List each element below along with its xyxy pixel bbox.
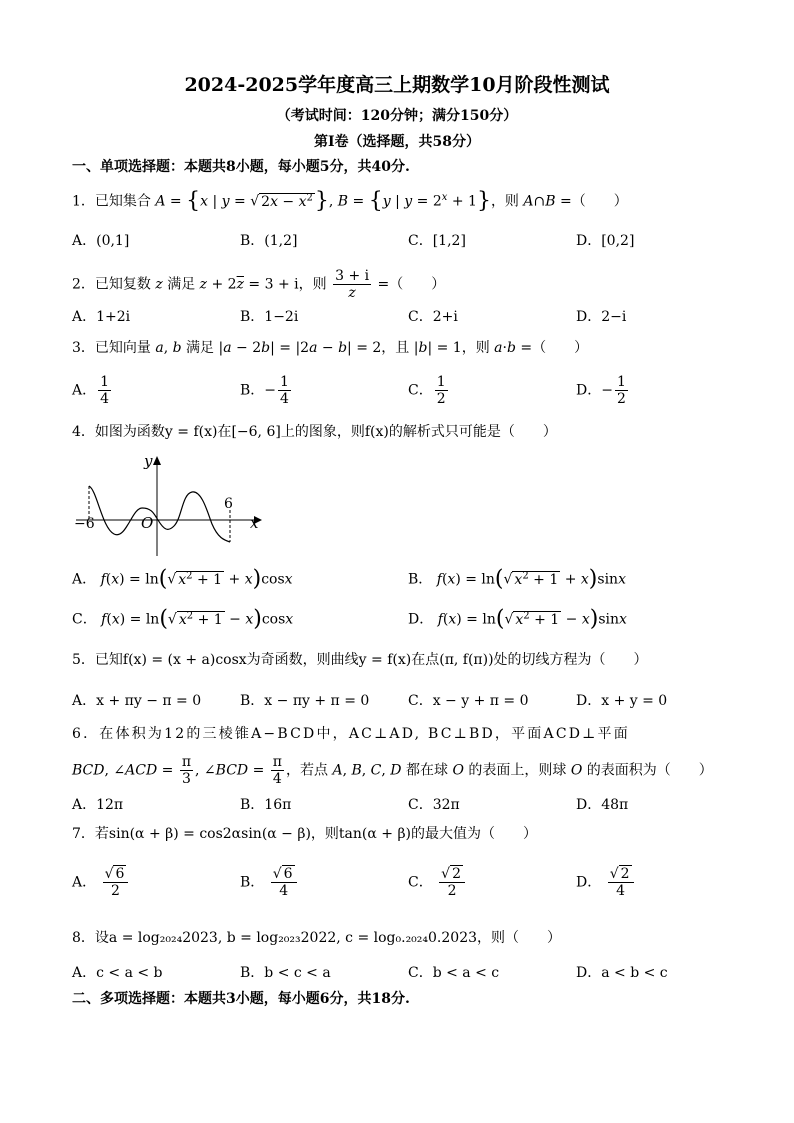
q3-option-d: D．− $\frac{1}{2}$ — [576, 374, 626, 407]
x-axis-label: x — [250, 514, 259, 532]
q8-option-a: A．c < a < b — [72, 965, 163, 981]
origin-label: O — [141, 514, 154, 532]
question-5: 5．已知f(x) = (x + a)cosx为奇函数，则曲线y = f(x)在点(π, f(π))处的切线方程为（ ） — [72, 652, 648, 668]
q4-option-c: C． f(x) = ln(√ $x^2 + 1 - x)\cos x$ — [72, 606, 294, 632]
q6-option-c: C．32π — [408, 797, 460, 813]
q4-option-d: D． f(x) = ln(√ $x^2 + 1 - x)\sin x$ — [408, 606, 627, 632]
q2-option-c: C．2+i — [408, 309, 458, 325]
y-axis-arrow — [153, 456, 161, 465]
y-axis-label: y — [144, 452, 153, 470]
section-heading-1: 一、单项选择题：本题共8小题，每小题5分，共40分. — [72, 159, 410, 175]
q1-option-d: D．[0,2] — [576, 233, 635, 249]
q3-option-a: A． $\frac{1}{4}$ — [72, 374, 110, 407]
function-curve — [89, 486, 230, 542]
q5-option-c: C．x − y + π = 0 — [408, 693, 529, 709]
tick-label-neg6: −6 — [74, 516, 95, 532]
q8-option-d: D．a < b < c — [576, 965, 668, 981]
q1-option-b: B．(1,2] — [240, 233, 298, 249]
question-6-line-1: 6．在体积为12的三棱锥A−BCD中，AC⊥AD, BC⊥BD，平面ACD⊥平面 — [72, 726, 630, 742]
question-6-line-2: BCD, ∠ACD = $\frac{\pi}{3}$ , ∠BCD = $\frac{\pi}{4}$ ，若点 A, B, C, D 都在球 O 的表面上，则球 O 的表面积为（ ） — [72, 754, 713, 787]
q7-option-a: A． $\frac{√ 6}{2}$ — [72, 866, 130, 899]
tick-label-6: 6 — [224, 496, 233, 512]
q8-option-c: C．b < a < c — [408, 965, 500, 981]
question-7: 7．若sin(α + β) = cos2αsin(α − β)，则tan(α + β)的最大值为（ ） — [72, 826, 538, 842]
q3-option-b: B．− $\frac{1}{4}$ — [240, 374, 289, 407]
q7-option-c: C． $\frac{√ 2}{2}$ — [408, 866, 467, 899]
function-graph — [72, 448, 272, 558]
q3-option-c: C． $\frac{1}{2}$ — [408, 374, 446, 407]
q7-option-d: D． $\frac{√ 2}{4}$ — [576, 866, 636, 899]
q4-option-a: A． f(x) = ln(√ $x^2 + 1 + x)\cos x$ — [72, 566, 293, 592]
part-heading: 第I卷（选择题，共58分） — [313, 134, 481, 150]
question-8: 8．设a = log₂₀₂₄2023, b = log₂₀₂₃2022, c = log₀.₂₀₂₄0.2023，则（ ） — [72, 930, 562, 946]
q5-option-a: A．x + πy − π = 0 — [72, 693, 202, 709]
question-4: 4．如图为函数y = f(x)在[−6, 6]上的图象，则f(x)的解析式只可能是（ ） — [72, 424, 557, 440]
question-3: 3．已知向量 a, b 满足 |a − 2b| = |2a − b| = 2，且 |b| = 1，则 a·b =（ ） — [72, 340, 589, 356]
q6-option-b: B．16π — [240, 797, 292, 813]
page-title: 2024-2025学年度高三上期数学10月阶段性测试 — [184, 74, 610, 96]
exam-info: （考试时间：120分钟；满分150分） — [276, 108, 518, 124]
q1-option-c: C．[1,2] — [408, 233, 466, 249]
q2-option-d: D．2−i — [576, 309, 627, 325]
question-1: 1．已知集合 A = {x | y = √ $2x - x^2$}, B = {y | $y = 2^x + 1$}，则 A∩B =（ ） — [72, 188, 628, 214]
question-2: 2．已知复数 z 满足 $z + 2\overline{z} = 3 + i$，则 $\frac{3 + i}{z}$ =（ ） — [72, 268, 446, 301]
q6-option-d: D．48π — [576, 797, 629, 813]
q7-option-b: B． $\frac{√ 6}{4}$ — [240, 866, 299, 899]
q4-option-b: B． f(x) = ln(√ $x^2 + 1 + x)\sin x$ — [408, 566, 626, 592]
q6-option-a: A．12π — [72, 797, 124, 813]
q8-option-b: B．b < c < a — [240, 965, 331, 981]
q5-option-d: D．x + y = 0 — [576, 693, 668, 709]
q5-option-b: B．x − πy + π = 0 — [240, 693, 370, 709]
section-heading-2: 二、多项选择题：本题共3小题，每小题6分，共18分. — [72, 991, 410, 1007]
q1-option-a: A．(0,1] — [72, 233, 130, 249]
q2-option-b: B．1−2i — [240, 309, 299, 325]
q2-option-a: A．1+2i — [72, 309, 131, 325]
